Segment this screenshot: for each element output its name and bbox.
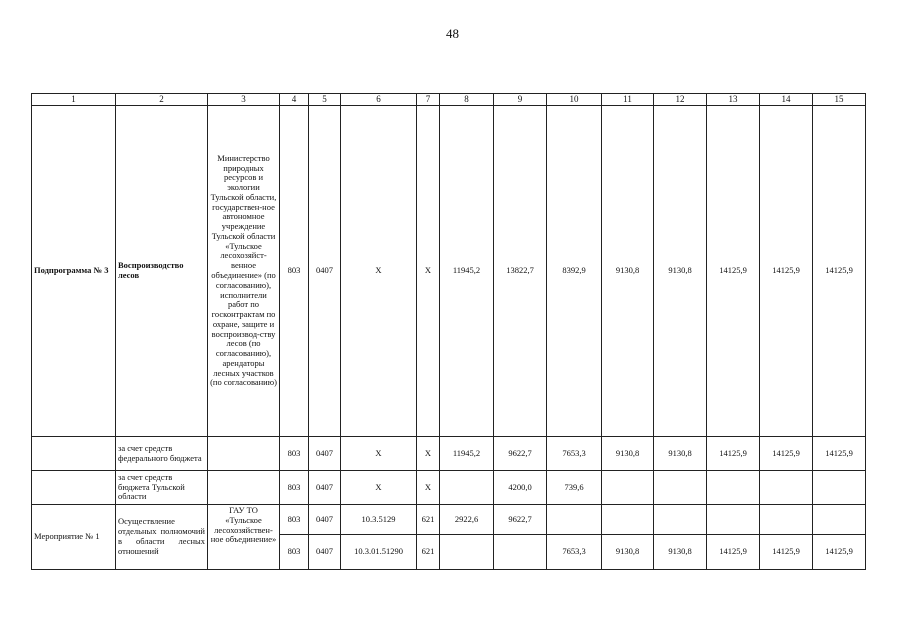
table-cell: 8392,9 xyxy=(547,106,602,437)
column-header: 3 xyxy=(208,94,280,106)
federal-budget-label: за счет средств федерального бюджета xyxy=(116,437,208,471)
column-header: 9 xyxy=(494,94,547,106)
table-cell xyxy=(654,505,707,535)
table-cell: 14125,9 xyxy=(760,535,813,570)
table-cell: 9130,8 xyxy=(654,106,707,437)
table-cell: 14125,9 xyxy=(760,106,813,437)
table-cell: 803 xyxy=(280,437,309,471)
subprogram-name: Подпрограмма № 3 xyxy=(32,106,116,437)
table-cell xyxy=(760,505,813,535)
table-cell xyxy=(654,471,707,505)
table-cell: 14125,9 xyxy=(707,106,760,437)
column-header: 12 xyxy=(654,94,707,106)
table-cell: 621 xyxy=(417,535,440,570)
table-row-measure-1 xyxy=(32,505,866,535)
table-row-federal xyxy=(32,437,866,471)
column-header: 5 xyxy=(309,94,341,106)
table-header-row xyxy=(32,94,866,106)
column-header: 11 xyxy=(602,94,654,106)
column-header: 2 xyxy=(116,94,208,106)
table-cell: 0407 xyxy=(309,437,341,471)
table-cell xyxy=(602,471,654,505)
table-cell: 0407 xyxy=(309,535,341,570)
table-cell: X xyxy=(417,471,440,505)
measure-title: Осуществление отдельных полномочий в области лесных отношений xyxy=(116,505,208,570)
table-cell: X xyxy=(341,106,417,437)
table-cell xyxy=(32,471,116,505)
table-cell: X xyxy=(417,437,440,471)
table-cell xyxy=(440,471,494,505)
table-cell: 7653,3 xyxy=(547,437,602,471)
table-cell xyxy=(208,471,280,505)
table-cell: 13822,7 xyxy=(494,106,547,437)
table-cell xyxy=(494,535,547,570)
table-cell: 0407 xyxy=(309,106,341,437)
table-cell: X xyxy=(341,437,417,471)
table-cell: 14125,9 xyxy=(707,437,760,471)
column-header: 10 xyxy=(547,94,602,106)
table-cell: 803 xyxy=(280,106,309,437)
table-row-subprogram xyxy=(32,106,866,437)
measure-name: Мероприятие № 1 xyxy=(32,505,116,570)
subprogram-executors: Министерство природных ресурсов и экологии Тульской области, государствен-ное автономное учреждение Тульской области «Тульское лесохозяйст-венное объединение» (по согласованию), исполнители работ по госконтрактам по охране, защите и воспроизвод-ству лесов (по согласованию), арендаторы лесных участков (по согласованию) xyxy=(208,106,280,437)
table-cell xyxy=(440,535,494,570)
table-cell: 739,6 xyxy=(547,471,602,505)
column-header: 15 xyxy=(813,94,866,106)
table-cell: 9130,8 xyxy=(654,437,707,471)
table-cell: 803 xyxy=(280,535,309,570)
table-row-regional xyxy=(32,471,866,505)
table-cell xyxy=(813,471,866,505)
table-cell: 0407 xyxy=(309,471,341,505)
table-cell: 9622,7 xyxy=(494,505,547,535)
table-cell: X xyxy=(341,471,417,505)
budget-table xyxy=(31,93,866,570)
table-cell: 621 xyxy=(417,505,440,535)
table-cell xyxy=(707,505,760,535)
table-cell: 11945,2 xyxy=(440,437,494,471)
table-cell: 9130,8 xyxy=(602,106,654,437)
column-header: 8 xyxy=(440,94,494,106)
column-header: 1 xyxy=(32,94,116,106)
table-cell xyxy=(760,471,813,505)
table-cell: 9130,8 xyxy=(654,535,707,570)
table-cell: 803 xyxy=(280,505,309,535)
table-cell: 0407 xyxy=(309,505,341,535)
measure-executor: ГАУ ТО «Тульское лесохозяйствен-ное объединение» xyxy=(208,505,280,570)
table-cell: 14125,9 xyxy=(760,437,813,471)
page-number: 48 xyxy=(446,26,459,41)
table-cell: 14125,9 xyxy=(813,437,866,471)
column-header: 6 xyxy=(341,94,417,106)
table-cell: 4200,0 xyxy=(494,471,547,505)
table-cell: 9130,8 xyxy=(602,535,654,570)
table-cell xyxy=(32,437,116,471)
regional-budget-label: за счет средств бюджета Тульской области xyxy=(116,471,208,505)
column-header: 7 xyxy=(417,94,440,106)
table-cell xyxy=(707,471,760,505)
column-header: 13 xyxy=(707,94,760,106)
table-cell xyxy=(208,437,280,471)
table-cell: 7653,3 xyxy=(547,535,602,570)
table-cell xyxy=(602,505,654,535)
table-cell: 803 xyxy=(280,471,309,505)
table-cell: 14125,9 xyxy=(707,535,760,570)
table-cell xyxy=(547,505,602,535)
column-header: 14 xyxy=(760,94,813,106)
table-cell: 10.3.5129 xyxy=(341,505,417,535)
table-cell: X xyxy=(417,106,440,437)
table-cell: 2922,6 xyxy=(440,505,494,535)
table-cell: 11945,2 xyxy=(440,106,494,437)
table-cell xyxy=(813,505,866,535)
table-cell: 9130,8 xyxy=(602,437,654,471)
column-header: 4 xyxy=(280,94,309,106)
table-cell: 14125,9 xyxy=(813,535,866,570)
table-cell: 14125,9 xyxy=(813,106,866,437)
table-cell: 9622,7 xyxy=(494,437,547,471)
table-cell: 10.3.01.51290 xyxy=(341,535,417,570)
subprogram-title: Воспроизводство лесов xyxy=(116,106,208,437)
